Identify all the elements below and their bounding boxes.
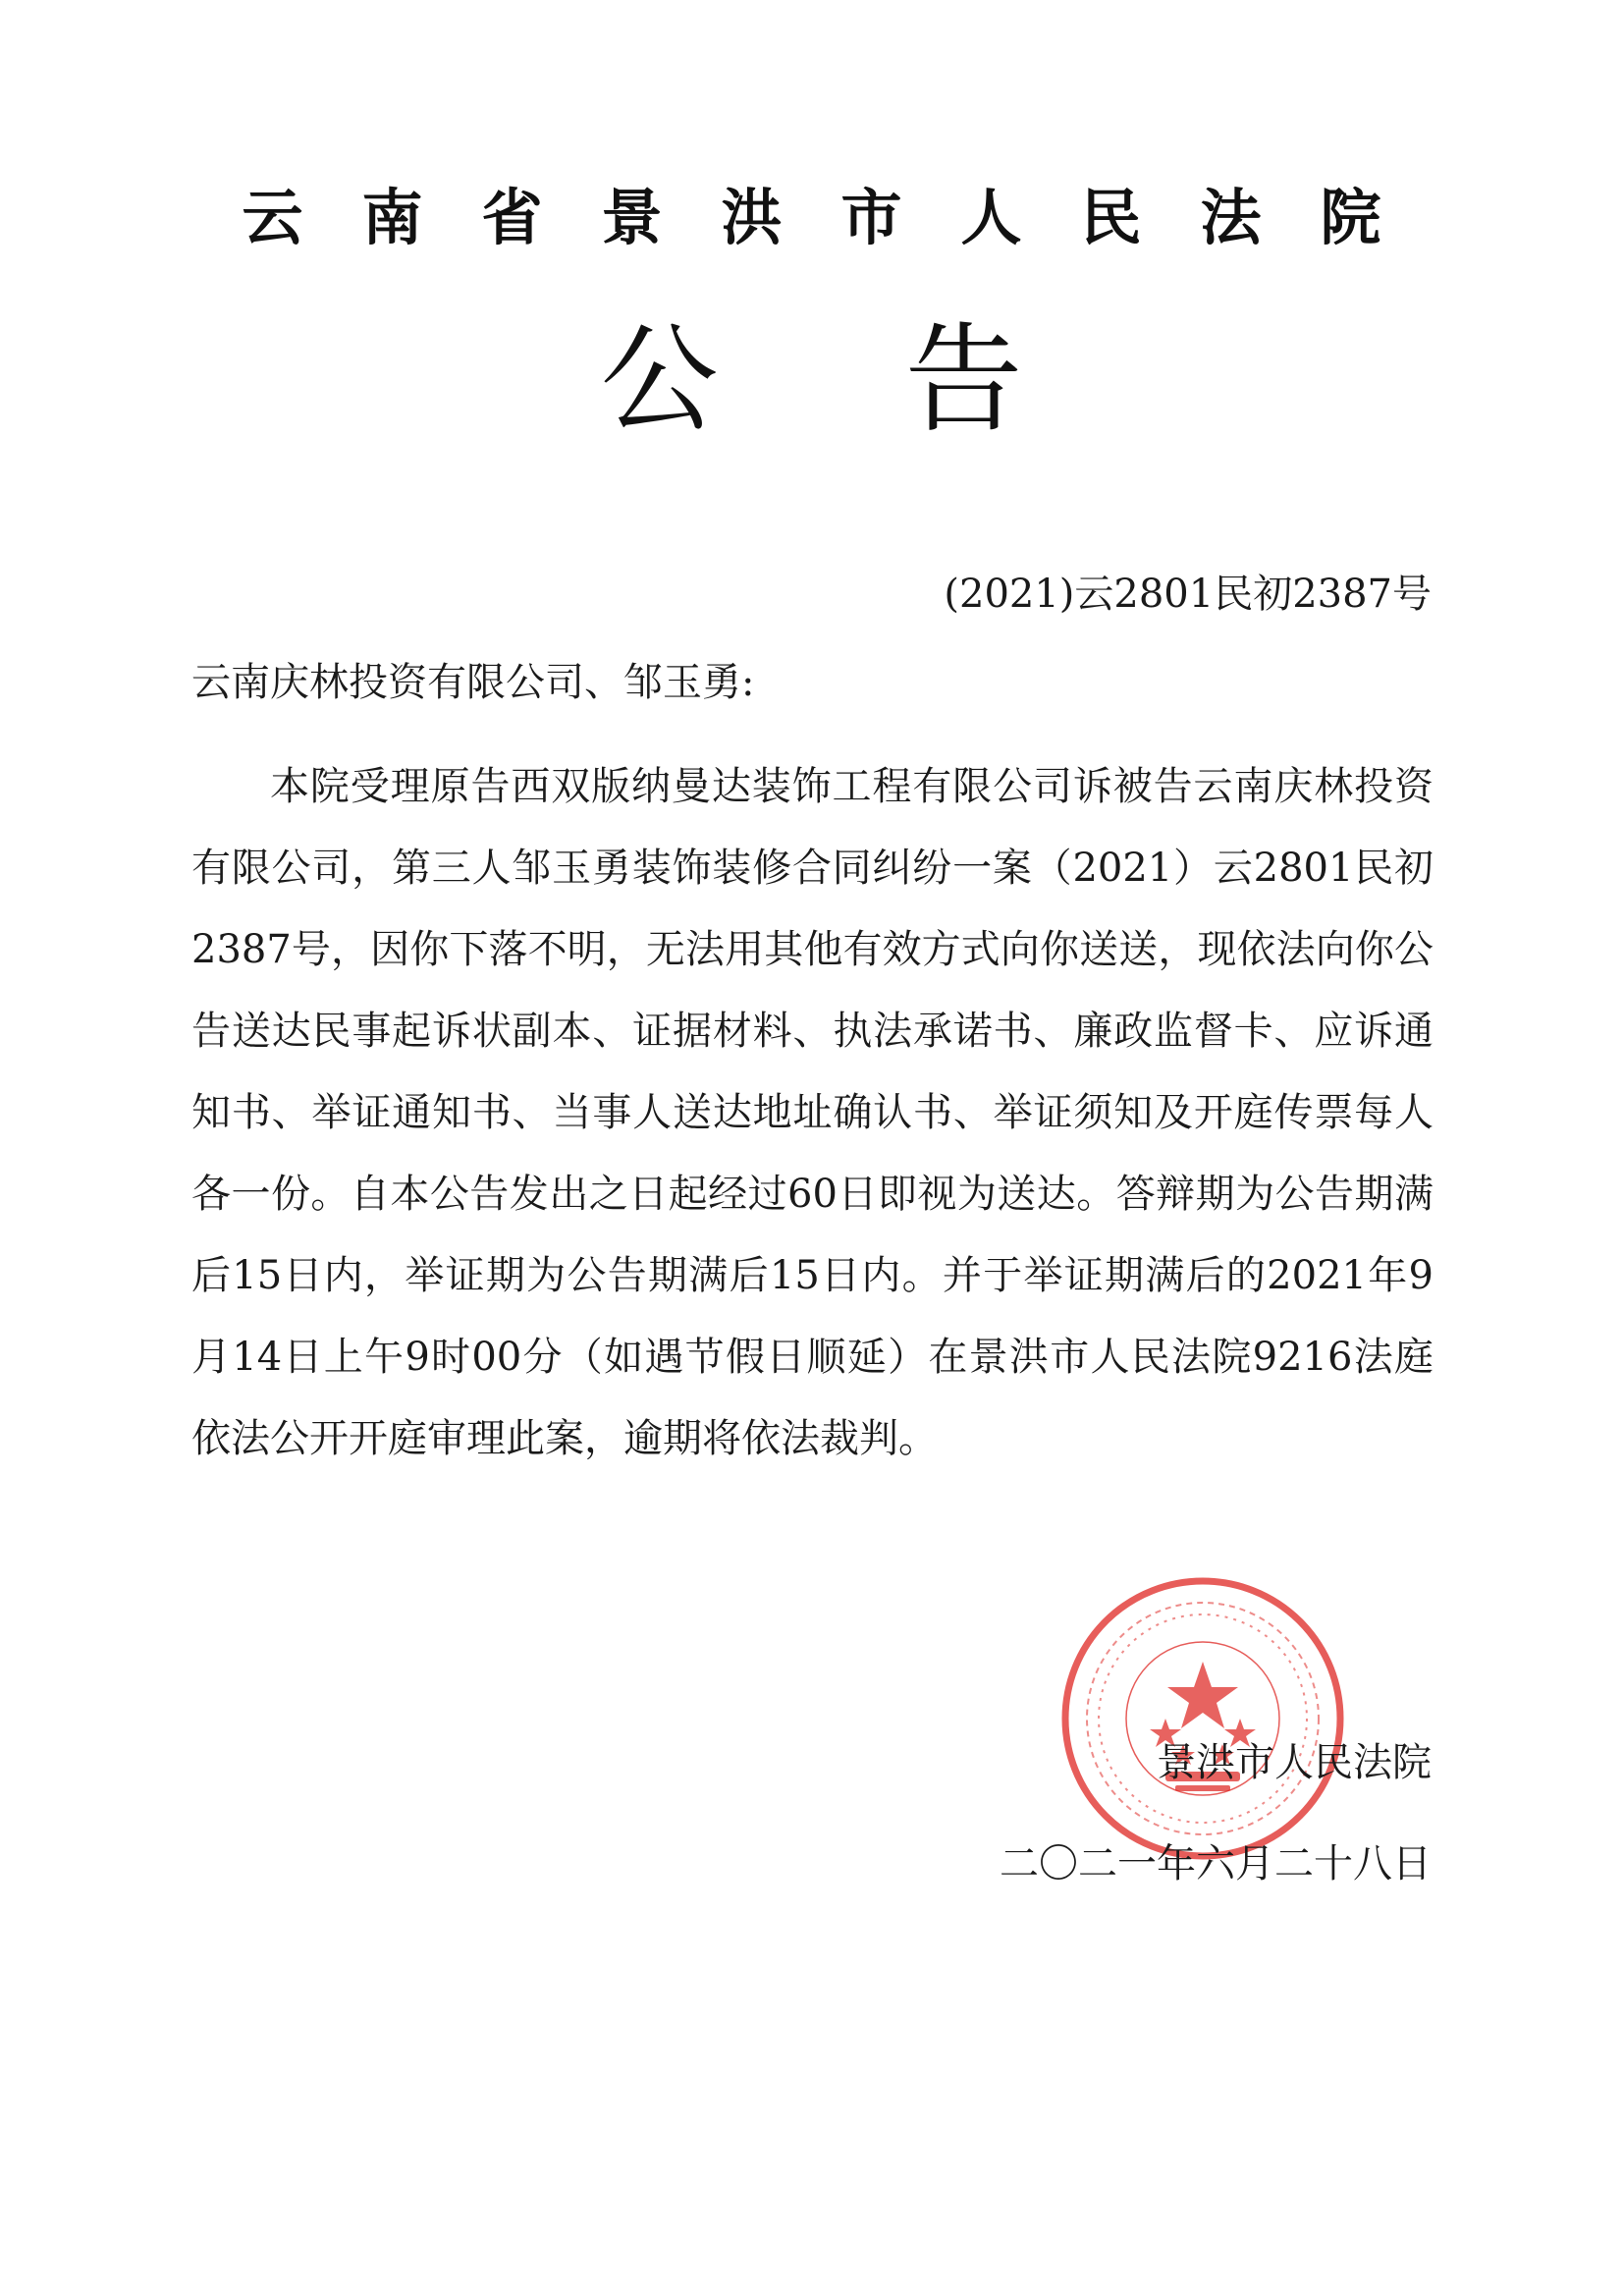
notice-body: 本院受理原告西双版纳曼达装饰工程有限公司诉被告云南庆林投资有限公司，第三人邹玉勇装饰装修合同纠纷一案（2021）云2801民初2387号，因你下落不明，无法用其他有效方式向你送送，现依法向你公告送达民事起诉状副本、证据材料、执法承诺书、廉政监督卡、应诉通知书、举证通知书、当事人送达地址确认书、举证须知及开庭传票每人各一份。自本公告发出之日起经过60日即视为送达。答辩期为公告期满后15日内，举证期为公告期满后15日内。并于举证期满后的2021年9月14日上午9时00分（如遇节假日顺延）在景洪市人民法院9216法庭依法公开开庭审理此案，逾期将依法裁判。 xyxy=(191,764,1434,1461)
signature-court-name: 景洪市人民法院 xyxy=(1157,1740,1432,1785)
court-seal-stamp xyxy=(1055,1571,1350,1866)
signature-date: 二〇二一年六月二十八日 xyxy=(1000,1841,1432,1886)
seal-outer-ring xyxy=(1065,1581,1340,1856)
addressee-line: 云南庆林投资有限公司、邹玉勇: xyxy=(191,660,755,705)
case-number: (2021)云2801民初2387号 xyxy=(944,572,1432,617)
court-name-heading: 云南省景洪市人民法院 xyxy=(242,182,1440,253)
notice-title: 公告 xyxy=(600,312,1210,449)
seal-script-ring xyxy=(1087,1603,1319,1834)
